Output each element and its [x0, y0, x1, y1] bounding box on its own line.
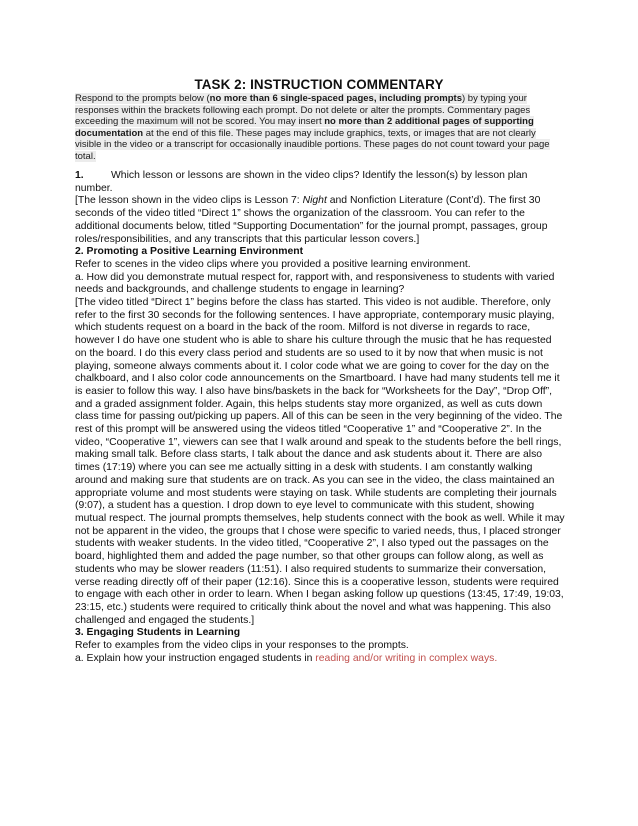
q3-prompt-a-text: a. Explain how your instruction engaged students in [75, 652, 316, 664]
q1-number: 1. [75, 170, 84, 181]
q2-heading: 2. Promoting a Positive Learning Environment [75, 246, 304, 258]
q2-prompt-a: a. How did you demonstrate mutual respect for, rapport with, and responsiveness to students with varied needs and backgrounds, and challenge students to engage in learning? [75, 271, 555, 296]
q3-prompt-a-red-text: reading and/or writing in complex ways. [315, 652, 498, 664]
q1-prompt-text: Which lesson or lessons are shown in the video clips? Identify the lesson(s) by lesson plan number. [75, 170, 528, 194]
instructions-part-3: at the end of this file. These pages may include graphics, texts, or images that are not clearly visible in the video or a transcript for occasionally inaudible portions. These pages do not count toward your page total. [75, 127, 550, 162]
instructions-part-2: ) by typing your responses within the brackets following each prompt. Do not delete or alter the prompts. Commentary pages exceeding the maximum will not be scored. You may insert [75, 93, 531, 128]
instructions-part-1: Respond to the prompts below ( [75, 93, 210, 104]
q2-answer: [The video titled “Direct 1” begins before the class has started. This video is not audible. Therefore, only refer to the first 30 seconds for the following sentences. I have appropriate, contemporary music playing, which students request on a board in the back of the room. Milford is not diverse in regards to race, however I do have one student who is able to share his culture through the music that he has requested on the board. I do this every class period and students are so used to it by now that when music is not playing, someone always comments about it. I color code what we are going to cover for the day on the chalkboard, and I also color code announcements on the Smartboard. I have had many students tell me it is easier to follow this way. I also have bins/baskets in the back for “Worksheets for the Day”, “Drop Off”, and a graded assignment folder. Again, this helps students stay more organized, as well as cuts down class time for passing out/picking up papers. All of this can be seen in the very beginning of the video. The rest of this prompt will be answered using the videos titled “Cooperative 1” and “Cooperative 2”. In the video, “Cooperative 1”, viewers can see that I walk around and speak to the students before the bell rings, making small talk. Before class starts, I talk about the dance and ask students about it. There are also times (17:19) where you can see me actually sitting in a desk with students. I am constantly walking around and making sure that students are on track. As you can see in the video, the class maintained an appropriate volume and most students were staying on task. While students are completing their journals (9:07), a student has a question. I drop down to eye level to communicate with this student, showing mutual respect. The journal prompts themselves, help students connect with the book as well. While it may not be apparent in the video, the groups that I chose were specific to varied needs, thus, I placed stronger students with weaker students. In the video titled, “Cooperative 2”, I also typed out the passages on the board, highlighted them and added the page number, so that other groups can follow along, as well as students who may be slower readers (11:51). I also required students to summarize their conversation, verse reading directly off of their paper (12:16). Since this is a cooperative lesson, students were required to engage with each other in order to learn. When I began asking follow up questions (13:45, 17:49, 19:03, 23:15, etc.) students were required to critically think about the novel and what was happening. This also challenged and engaged the students.] [75, 297, 565, 626]
instructions-text [75, 93, 550, 162]
q1-answer [75, 195, 565, 246]
q3-prompt-a [75, 653, 565, 666]
instructions-block [75, 93, 557, 163]
q1-answer-italic: Night [302, 195, 327, 207]
q1-answer-part-b: and Nonfiction Literature (Cont’d). The first 30 seconds of the video titled “Direct 1” shows the organization of the classroom. You can refer to the additional documents below, titled “Supporting Documentation” for the journal prompt, passages, group roles/responsibilities, and any transcripts that this particular lesson covers.] [75, 195, 548, 245]
commentary-body [75, 170, 565, 665]
instructions-bold-1: no more than 6 single-spaced pages, including prompts [209, 93, 462, 104]
q1-prompt [75, 170, 565, 195]
instructions-bold-2: no more than 2 additional pages of supporting documentation [75, 116, 534, 139]
page-title: TASK 2: INSTRUCTION COMMENTARY [194, 77, 444, 92]
q1-answer-part-a: [The lesson shown in the video clips is Lesson 7: [75, 195, 303, 207]
q2-intro: Refer to scenes in the video clips where you provided a positive learning environment. [75, 258, 471, 270]
q3-intro: Refer to examples from the video clips in your responses to the prompts. [75, 640, 409, 652]
q3-heading: 3. Engaging Students in Learning [75, 627, 241, 639]
